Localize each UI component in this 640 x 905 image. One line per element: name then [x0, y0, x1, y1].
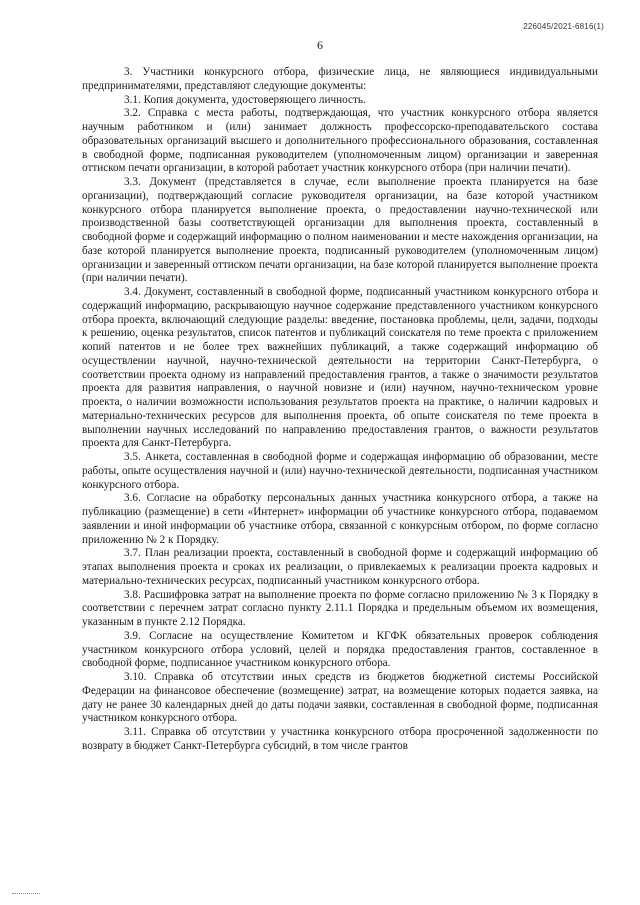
paragraph: 3.7. План реализации проекта, составленный в свободной форме и содержащий информацию об этапах выполнения проекта и сроках их реализации, о привлекаемых к реализации проекта кадровых и материально-технических ресурсах, подписанный участником конкурсного отбора.: [82, 547, 598, 587]
paragraph: 3.4. Документ, составленный в свободной форме, подписанный участником конкурсного отбора и содержащий информацию, раскрывающую научное содержание представленного участником конкурсного отбора проекта, включающий следующие разделы: введение, постановка проблемы, цели, задачи, подходы к решению, оценка результатов, список патентов и публикаций соискателя по теме проекта с приложением копий патентов и не более трех важнейших публикаций, а также содержащий информацию об осуществлении научной, научно-технической деятельности на территории Санкт-Петербурга, о соответствии проекта одному из направлений предоставления грантов, а также о значимости результатов проекта для развития направления, о научной новизне и (или) научном, научно-техническом уровне проекта, о наличии возможности использования результатов проекта на практике, о наличии кадровых и материально-технических ресурсов для выполнения проекта, об опыте соискателя по теме проекта в выполнении научных исследований по направлению предоставления грантов, о важности результатов проекта для Санкт-Петербурга.: [82, 286, 598, 450]
paragraph: 3.5. Анкета, составленная в свободной форме и содержащая информацию об образовании, месте работы, опыте осуществления научной и (или) научно-технической деятельности, подписанная участником конкурсного отбора.: [82, 451, 598, 491]
page-number: 6: [317, 38, 323, 52]
paragraph: 3.11. Справка об отсутствии у участника конкурсного отбора просроченной задолженности по возврату в бюджет Санкт-Петербурга субсидий, в том числе грантов: [82, 726, 598, 752]
paragraph: 3.8. Расшифровка затрат на выполнение проекта по форме согласно приложению № 3 к Порядку в соответствии с перечнем затрат согласно пункту 2.11.1 Порядка и предельным объемом их возмещения, указанным в пункте 2.12 Порядка.: [82, 588, 598, 628]
paragraph: 3.1. Копия документа, удостоверяющего личность.: [124, 93, 366, 106]
document-body: [82, 66, 598, 754]
scan-footer-mark: [12, 893, 40, 897]
paragraph: 3.9. Согласие на осуществление Комитетом и КГФК обязательных проверок соблюдения участником конкурсного отбора условий, целей и порядка предоставления грантов, составленное в свободной форме, подписанное участником конкурсного отбора.: [82, 629, 598, 670]
paragraph: 3.2. Справка с места работы, подтверждающая, что участник конкурсного отбора является научным работником и (или) занимает должность профессорско-преподавательского состава образовательных организаций высшего и дополнительного профессионального образования, составленная в свободной форме, подписанная руководителем (уполномоченным лицом) организации и заверенная оттиском печати организации, в которой работает участник конкурсного отбора (при наличии печати).: [82, 107, 598, 175]
document-id: 226045/2021-6816(1): [523, 22, 604, 31]
paragraph: 3.10. Справка об отсутствии иных средств из бюджетов бюджетной системы Российской Федерации на финансовое обеспечение (возмещение) затрат, на возмещение которых подается заявка, на дату не ранее 30 календарных дней до даты подачи заявки, составленная в свободной форме, подписанная участником конкурсного отбора.: [82, 671, 598, 725]
paragraph: 3.3. Документ (представляется в случае, если выполнение проекта планируется на базе организации), подтверждающий согласие руководителя организации, на базе которой участником конкурсного отбора планируется выполнение проекта, о предоставлении научно-технической или производственной базы соответствующей организации для выполнения проекта, составленный в свободной форме и содержащий информацию о полном наименовании и месте нахождения организации, на базе которой планируется выполнение проекта, подписанный руководителем (уполномоченным лицом) организации и заверенный оттиском печати организации, на базе которой планируется выполнение проекта (при наличии печати).: [82, 176, 598, 285]
paragraph: 3.6. Согласие на обработку персональных данных участника конкурсного отбора, а также на публикацию (размещение) в сети «Интернет» информации об участнике конкурсного отбора, подаваемом заявлении и иной информации об участнике отбора, связанной с конкурсным отбором, по форме согласно приложению № 2 к Порядку.: [82, 492, 598, 546]
paragraph: 3. Участники конкурсного отбора, физические лица, не являющиеся индивидуальными предпринимателями, представляют следующие документы:: [82, 66, 598, 92]
